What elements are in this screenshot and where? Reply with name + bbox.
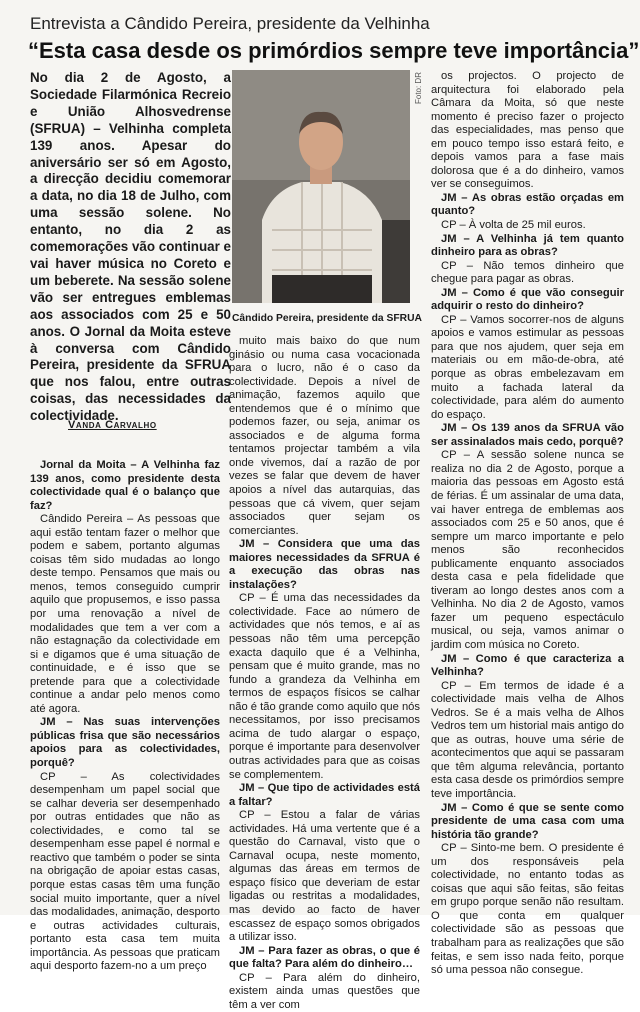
interview-question: Jornal da Moita – A Velhinha faz 139 anos, como presidente desta colectividade qual é o balanço que faz? — [30, 459, 220, 512]
interview-answer: CP – As colectividades desempenham um papel social que se calhar deveria ser desempenhado por outras entidades que não as colectividades, e como tal se desempenham esse papel é normal e reactivo que também o poder se sinta na obrigação de apoiar estas casas, porque estas casas têm uma função social muito importante, quer a nível das modalidades, animação, desporto e outras actividades culturais, portanto esta casa tem muita importância. As pessoas que praticam aqui desporto fazem-no a um preço — [30, 770, 220, 973]
interview-question: JM – Para fazer as obras, o que é que falta? Para além do dinheiro… — [229, 944, 420, 971]
president-photo — [232, 70, 410, 303]
interview-answer: CP – Não temos dinheiro que chegue para pagar as obras. — [431, 259, 624, 286]
interview-answer: Cândido Pereira – As pessoas que aqui estão tentam fazer o melhor que podem e sabem, portanto algumas coisas têm sido mudadas ao longo deste tempo. Pensamos que mais ou menos, temos conseguido cumprir aquilo que propusemos, e isso passa por uma renovação a nível de modalidades que tem a ver com a não estagnação da colectividade em si e digamos que é uma situação de continuidade, e é isso que se pretende para que a colectividade continue a andar pelo menos como até agora. — [30, 513, 220, 715]
photo-credit: Foto: DR — [414, 72, 423, 105]
interview-answer: CP – É uma das necessidades da colectividade. Face ao número de actividades que nós temos, e aí as pessoas não têm uma percepção exacta daquilo que é a Velhinha, pensam que é muito grande, mas no fundo a grandeza da Velhinha em termos de espaços físicos se calhar não é tão grande como aquilo que nós necessitamos, por isso precisamos acima de tudo alargar o espaço, porque é importante para desenvolver outras actividades para que as coisas se complementem. — [229, 592, 420, 781]
article-column-2 — [229, 335, 420, 1012]
interview-answer: CP – Vamos socorrer-nos de alguns apoios e vamos estimular as pessoas para que nos ajudem, quer seja em materiais ou em mão-de-obra, até porque as obras embelezavam em muito a fachada lateral da colectividade, para além do aumento do espaço. — [431, 313, 624, 421]
interview-answer: CP – Sinto-me bem. O presidente é um dos responsáveis pela colectividade, no entanto todas as coisas que aqui são feitas, são feitas em grupo porque senão não resultam. O que conta em qualquer colectividade são as pessoas que trabalham para as realizações que são feitas, e sem isso nada feito, porque só uma pessoa não consegue. — [431, 842, 624, 977]
interview-question: JM – Que tipo de actividades está a faltar? — [229, 782, 420, 808]
article-byline: Vanda Carvalho — [68, 419, 157, 431]
interview-answer: CP – À volta de 25 mil euros. — [441, 219, 586, 232]
article-kicker: Entrevista a Cândido Pereira, presidente da Velhinha — [30, 14, 430, 33]
interview-answer: os projectos. O projecto de arquitectura foi elaborado pela Câmara da Moita, só que neste momento é preciso fazer o projecto das especialidades, mas penso que em pouco tempo isso estará feito, e depois vamos para a fase mais dolorosa que é a do dinheiro, vamos ver se conseguimos. — [431, 70, 624, 191]
interview-answer: CP – Para além do dinheiro, existem ainda umas questões que têm a ver com — [229, 971, 420, 1011]
interview-question: JM – Como é que caracteriza a Velhinha? — [431, 652, 624, 679]
interview-answer: muito mais baixo do que num ginásio ou numa casa vocacionada para o lucro, não é o caso da colectividade. Depois a nível de animação, fazemos aquilo que entendemos que é o mínimo que podemos fazer, ou seja, animar os associados e de alguma forma tentamos projectar também a vila onde vivemos, daí a razão de por vezes se falar que devem de haver apoios a nível das autarquias, das pessoas que cá vivem, quer sejam associados quer sejam os comerciantes. — [229, 335, 420, 537]
interview-question: JM – Como é que se sente como presidente de uma casa com uma história tão grande? — [431, 801, 624, 841]
article-lead: No dia 2 de Agosto, a Sociedade Filarmónica Recreio e União Alhosvedrense (SFRUA) – Velhinha completa 139 anos. Apesar do aniversário ser só em Agosto, a direcção decidiu comemorar a data, no dia 18 de Julho, com uma sessão solene. No entanto, no dia 2 as comemorações vão continuar e vai haver música no Coreto e um beberete. Na sessão solene vão ser entregues emblemas aos associados com 25 e 50 anos. O Jornal da Moita esteve à conversa com Cândido Pereira, presidente da SFRUA que nos falou, entre outras coisas, das necessidades da colectividade. — [30, 70, 231, 424]
interview-question: JM – Considera que uma das maiores necessidades da SFRUA é a execução das obras nas instalações? — [229, 538, 420, 591]
interview-answer: CP – Estou a falar de várias actividades. Há uma vertente que é a questão do Carnaval, visto que o Carnaval ocupa, neste momento, algumas das áreas em termos de espaço físico que deveriam de estar ligadas ou restritas a modalidades, mas devido ao facto de haver escassez de espaço somos obrigados a utilizar isso. — [229, 809, 420, 944]
president-portrait-image — [232, 70, 410, 303]
interview-question: JM – Como é que vão conseguir adquirir o resto do dinheiro? — [431, 286, 624, 313]
interview-question: JM – As obras estão orçadas em quanto? — [431, 191, 624, 218]
interview-answer: CP – Em termos de idade é a colectividade mais velha de Alhos Vedros. Se é a mais velha de Alhos Vedros tem um historial mais antigo do que as outras, houve uma série de acontecimentos que aqui se passaram que têm alguma relevância, portanto esta casa desde os primórdios sempre teve importância. — [431, 679, 624, 800]
interview-question: JM – Nas suas intervenções públicas frisa que são necessários apoios para as colectividades, porquê? — [30, 716, 220, 770]
article-column-3 — [431, 70, 624, 978]
article-column-1 — [30, 459, 220, 974]
photo-caption: Cândido Pereira, presidente da SFRUA — [232, 313, 422, 324]
interview-question: JM – A Velhinha já tem quanto dinheiro para as obras? — [431, 232, 624, 259]
article-headline: “Esta casa desde os primórdios sempre teve importância” — [28, 38, 640, 63]
interview-answer: CP – A sessão solene nunca se realiza no dia 2 de Agosto, porque a maioria das pessoas em Agosto está de férias. É um assinalar de uma data, vai haver entrega de emblemas aos associados com 25 e 50 anos, que é sempre um marco importante e pelo menos são reconhecidos publicamente enquanto associados desta casa e pela fidelidade que tiveram ao longo destes anos com a Velhinha. No dia 2 de Agosto, vamos fazer um pequeno espectáculo musical, ou seja, vamos animar o jardim com música no Coreto. — [431, 449, 624, 651]
interview-question: JM – Os 139 anos da SFRUA vão ser assinalados mais cedo, porquê? — [431, 422, 624, 448]
